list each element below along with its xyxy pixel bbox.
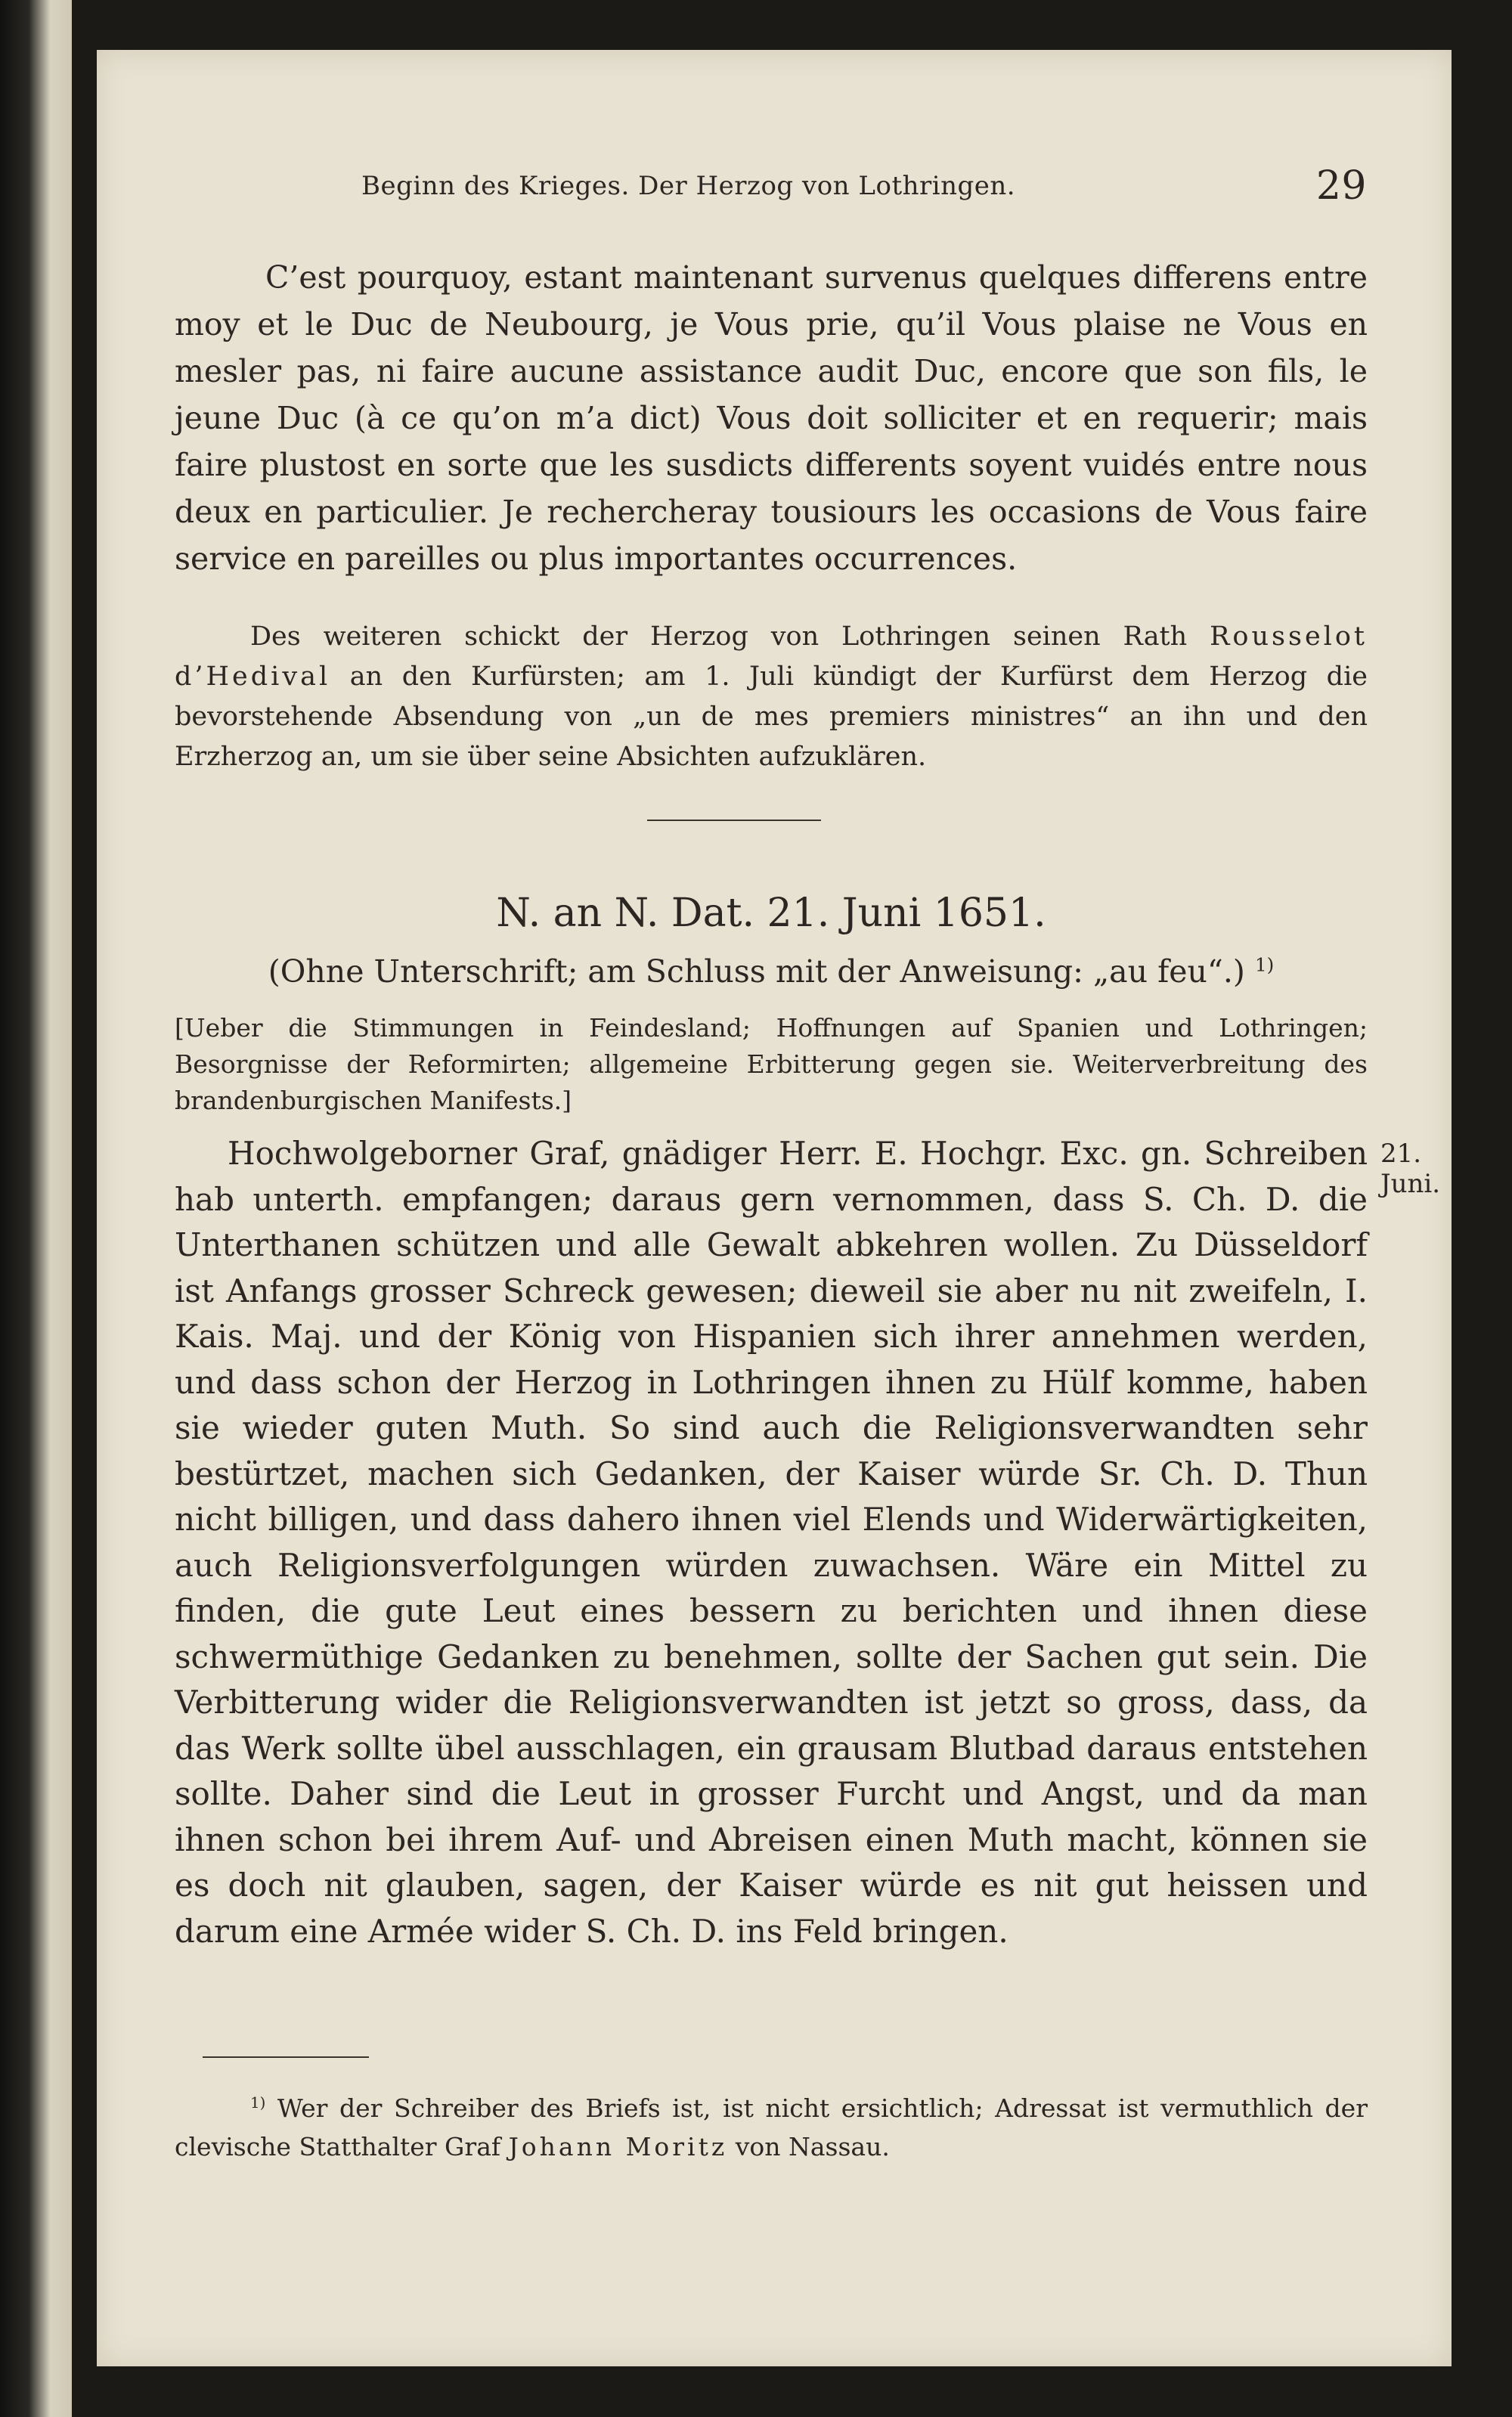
document-subtitle: (Ohne Unterschrift; am Schluss mit der Anweisung: „au feu“.) $^{1)}$ [268, 953, 1275, 990]
margin-date: 21. Juni. [1380, 1139, 1441, 1199]
page-number: 29 [1315, 163, 1367, 209]
document-summary: [Ueber die Stimmungen in Feindesland; Hoffnungen auf Spanien und Lothringen; Besorgnisse der Reformirten; allgemeine Erbitterung gegen sie. Weiterverbreitung des brandenburgischen Manifests.] [175, 1013, 1368, 1115]
book-gutter [0, 0, 72, 2417]
running-title: Beginn des Krieges. Der Herzog von Lothringen. [361, 171, 1016, 201]
footnote-divider [203, 2056, 369, 2058]
footnote: $^{1)}$ Wer der Schreiber des Briefs ist, ist nicht ersichtlich; Adressat ist vermuthlich der clevische Statthalter Graf Johann Moritz von Nassau. [175, 2093, 1368, 2161]
footnote-reference: 1) [1254, 953, 1275, 976]
footnote-marker: 1) [250, 2094, 266, 2112]
editorial-note-paragraph: Des weiteren schickt der Herzog von Lothringen seinen Rath Rousselot d’Hedival an den Kurfürsten; am 1. Juli kündigt der Kurfürst dem Herzog die bevorstehende Absendung von „un de mes premiers ministres“ an ihn und den Erzherzog an, um sie über seine Absichten aufzuklären. [175, 621, 1368, 772]
document-title: N. an N. Dat. 21. Juni 1651. [496, 891, 1046, 936]
running-header [361, 163, 1367, 209]
french-letter-paragraph: C’est pourquoy, estant maintenant survenus quelques differens entre moy et le Duc de Neubourg, je Vous prie, qu’il Vous plaise ne Vous en mesler pas, ni faire aucune assistance audit Duc, encore que son fils, le jeune Duc (à ce qu’on m’a dict) Vous doit solliciter et en requerir; mais faire plustost en sorte que les susdicts differents soyent vuidés entre nous deux en particulier. Je rechercheray tousiours les occasions de Vous faire service en pareilles ou plus importantes occurrences. [175, 259, 1368, 577]
book-page [97, 50, 1452, 2366]
person-name-spaced: Rousselot d’Hedival [175, 621, 1368, 692]
section-divider [647, 820, 821, 821]
letter-body-paragraph: Hochwolgeborner Graf, gnädiger Herr. E. Hochgr. Exc. gn. Schreiben hab unterth. empfangen; daraus gern vernommen, dass S. Ch. D. die Unterthanen schützen und alle Gewalt abkehren wollen. Zu Düsseldorf ist Anfangs grosser Schreck gewesen; dieweil sie aber nu nit zweifeln, I. Kais. Maj. und der König von Hispanien sich ihrer annehmen werden, und dass schon der Herzog in Lothringen ihnen zu Hülf komme, haben sie wieder guten Muth. So sind auch die Religionsverwandten sehr bestürtzet, machen sich Gedanken, der Kaiser würde Sr. Ch. D. Thun nicht billigen, und dass dahero ihnen viel Elends und Widerwärtigkeiten, auch Religionsverfolgungen würden zuwachsen. Wäre ein Mittel zu finden, die gute Leut eines bessern zu berichten und ihnen diese schwermüthige Gedanken zu benehmen, sollte der Sachen gut sein. Die Verbitterung wider die Religionsverwandten ist jetzt so gross, dass, da das Werk sollte übel ausschlagen, ein grausam Blutbad daraus entstehen sollte. Daher sind die Leut in grosser Furcht und Angst, und da man ihnen schon bei ihrem Auf- und Abreisen einen Muth macht, können sie es doch nit glauben, sagen, der Kaiser würde es nit gut heissen und darum eine Armée wider S. Ch. D. ins Feld bringen. [175, 1135, 1368, 1950]
footnote-person-name: Johann Moritz [508, 2132, 728, 2161]
